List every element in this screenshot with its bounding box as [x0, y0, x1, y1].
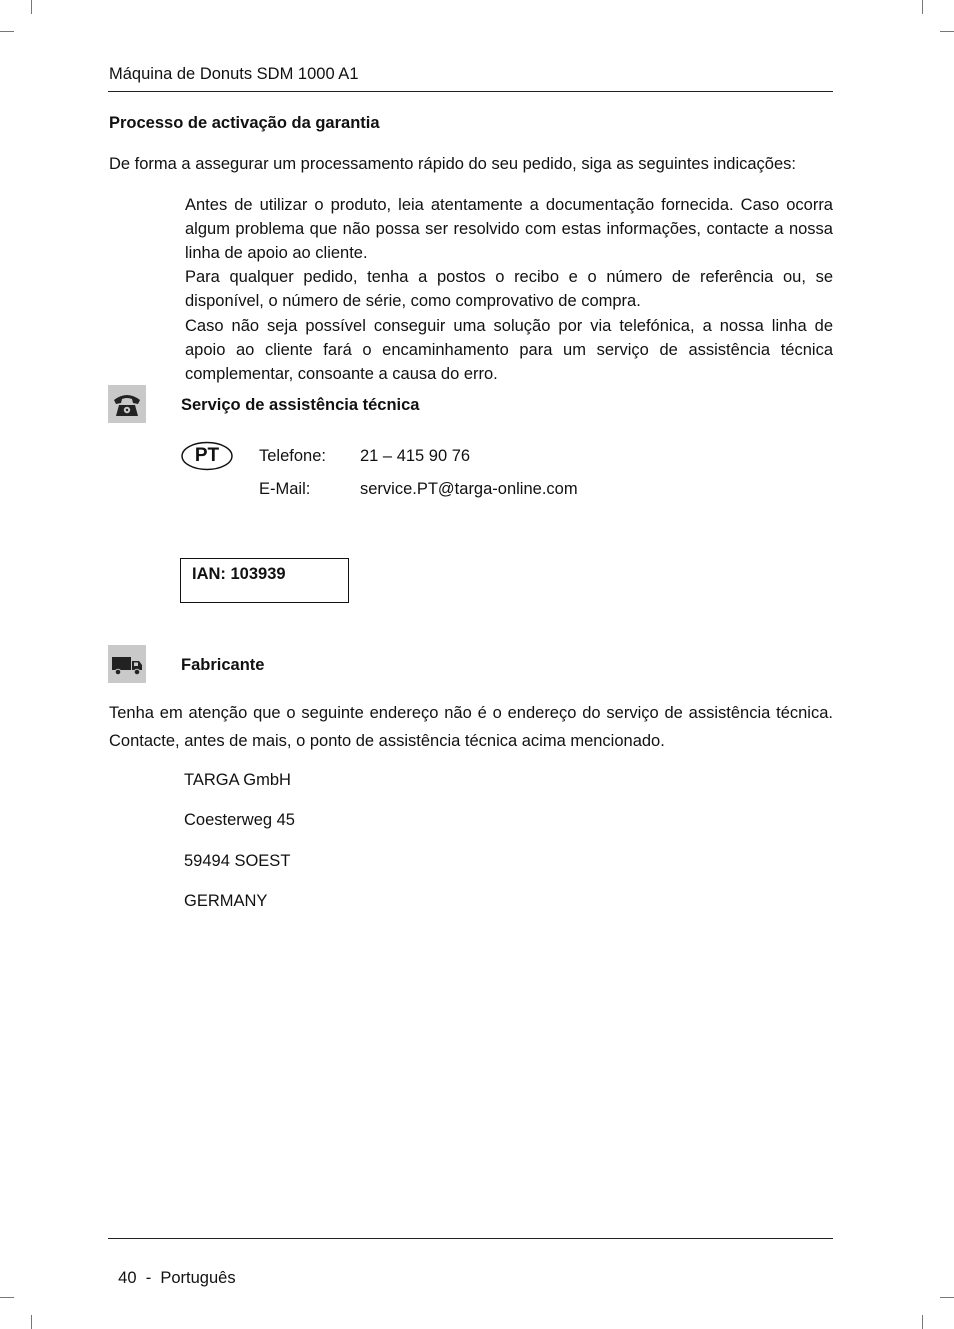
crop-mark-bottom-right-h — [940, 1297, 954, 1298]
phone-label: Telefone: — [259, 447, 326, 465]
footer-rule — [108, 1238, 833, 1239]
warranty-item-2: Para qualquer pedido, tenha a postos o recibo e o número de referência ou, se disponível, o número de série, como comprovativo de compra. — [185, 268, 833, 310]
header-rule — [108, 91, 833, 92]
crop-mark-top-left-h — [0, 31, 14, 32]
ian-box — [180, 558, 349, 603]
warranty-item-3: Caso não seja possível conseguir uma solução por via telefónica, a nossa linha de apoio ao cliente fará o encaminhamento para um serviço de assistência técnica complementar, consoante a causa do erro. — [185, 317, 833, 383]
service-heading: Serviço de assistência técnica — [181, 396, 420, 414]
email-label: E-Mail: — [259, 480, 311, 498]
truck-icon — [108, 645, 146, 683]
crop-mark-bottom-left-v — [31, 1315, 32, 1329]
crop-mark-bottom-right-v — [922, 1315, 923, 1329]
crop-mark-top-right-v — [922, 0, 923, 14]
warranty-heading: Processo de activação da garantia — [109, 114, 380, 132]
telephone-icon — [108, 385, 146, 423]
page-footer — [109, 1242, 236, 1290]
warranty-item-1: Antes de utilizar o produto, leia atentamente a documentação fornecida. Caso ocorra algum problema que não possa ser resolvido com estas informações, contacte a nossa linha de apoio ao cliente. — [185, 196, 833, 262]
address-line-3: 59494 SOEST — [184, 852, 291, 870]
address-line-1: TARGA GmbH — [184, 771, 291, 789]
crop-mark-top-left-v — [31, 0, 32, 14]
email-value: service.PT@targa-online.com — [360, 480, 578, 498]
crop-mark-bottom-left-h — [0, 1297, 14, 1298]
manufacturer-note: Tenha em atenção que o seguinte endereço não é o endereço do serviço de assistência técnica. Contacte, antes de mais, o ponto de assistência técnica acima mencionado. — [109, 704, 833, 750]
footer-language: Português — [160, 1269, 236, 1287]
ian-label: IAN: 103939 — [192, 565, 286, 583]
address-line-4: GERMANY — [184, 892, 268, 910]
manufacturer-heading: Fabricante — [181, 656, 265, 674]
country-code-badge — [181, 441, 233, 471]
page-number: 40 — [118, 1269, 137, 1287]
phone-value: 21 – 415 90 76 — [360, 447, 471, 465]
address-line-2: Coesterweg 45 — [184, 811, 295, 829]
warranty-intro: De forma a assegurar um processamento rápido do seu pedido, siga as seguintes indicações: — [109, 155, 796, 173]
page-header-title: Máquina de Donuts SDM 1000 A1 — [109, 65, 359, 83]
country-code-label: PT — [194, 445, 220, 466]
crop-mark-top-right-h — [940, 31, 954, 32]
footer-separator: - — [145, 1269, 152, 1287]
